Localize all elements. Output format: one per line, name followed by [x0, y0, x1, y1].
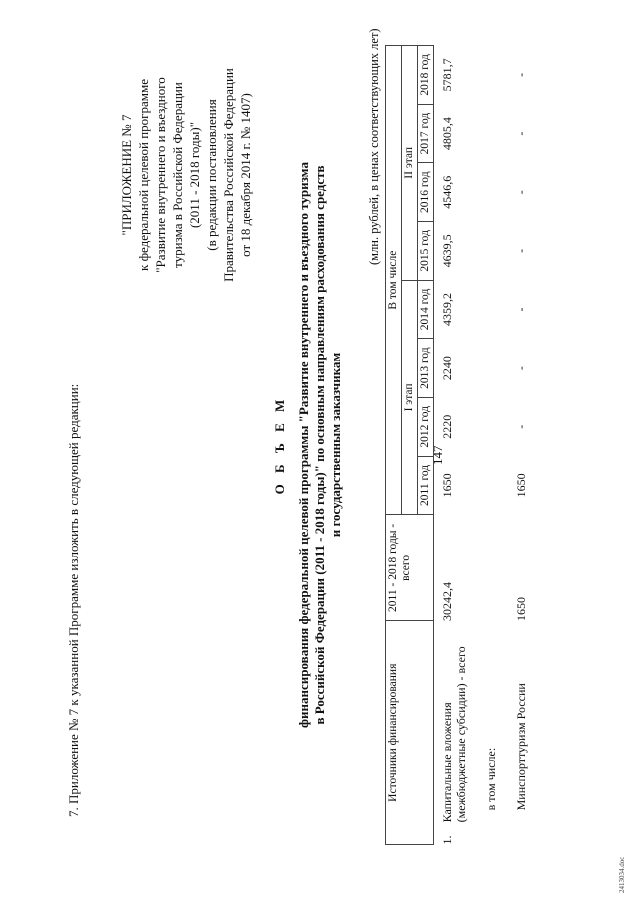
header-year: 2013 год	[418, 339, 434, 398]
appendix-line: "Развитие внутреннего и въездного	[153, 77, 168, 273]
header-total: 2011 - 2018 годы - всего	[386, 515, 434, 621]
row-value	[468, 46, 498, 105]
header-year: 2015 год	[418, 222, 434, 281]
table-row	[498, 46, 529, 845]
row-total: 1650	[514, 596, 528, 621]
row-value: -	[514, 72, 528, 77]
document-title	[272, 65, 344, 825]
header-year: 2018 год	[418, 46, 434, 105]
row-value	[468, 456, 498, 515]
row-value: 1650	[514, 473, 528, 498]
row-total	[468, 515, 498, 621]
row-value: -	[514, 366, 528, 371]
header-year: 2014 год	[418, 280, 434, 339]
header-stage1: I этап	[402, 280, 418, 515]
row-value: 4639,5	[440, 234, 454, 268]
appendix-line: туризма в Российской Федерации	[170, 82, 185, 268]
title-line: финансирования федеральной целевой программы "Развитие внутреннего и въездного туризма	[296, 162, 311, 728]
row-value: -	[514, 190, 528, 195]
appendix-line: (в редакции постановления	[204, 99, 219, 251]
row-value: -	[514, 307, 528, 312]
appendix-line: от 18 декабря 2014 г. № 1407)	[238, 93, 253, 257]
row-value: 4546,6	[440, 175, 454, 209]
row-value: 4359,2	[440, 293, 454, 326]
appendix-line: к федеральной целевой программе	[136, 79, 151, 271]
row-value	[468, 163, 498, 222]
units-note: (млн. рублей, в ценах соответствующих лет)	[367, 28, 381, 265]
intro-text: 7. Приложение № 7 к указанной Программе изложить в следующей редакции:	[66, 383, 81, 817]
header-sources: Источники финансирования	[386, 621, 434, 845]
row-value	[468, 339, 498, 398]
header-year: 2016 год	[418, 163, 434, 222]
title-line: в Российской Федерации (2011 - 2018 годы)" по основным направлениям расходования средств	[312, 165, 327, 725]
header-year: 2011 год	[418, 456, 434, 515]
row-value: -	[514, 248, 528, 253]
row-value: 4805,4	[440, 117, 454, 151]
row-value	[468, 397, 498, 456]
header-year: 2012 год	[418, 397, 434, 456]
row-value: 1650	[440, 473, 454, 498]
row-value: 2220	[440, 414, 454, 439]
row-total: 30242,4	[440, 581, 454, 621]
appendix-header	[118, 25, 254, 325]
header-including: В том числе	[386, 46, 402, 515]
row-number	[498, 822, 529, 844]
row-value	[468, 280, 498, 339]
row-value: 2240	[440, 356, 454, 381]
row-label: Минспорттуризм России	[514, 683, 528, 811]
header-stage2: II этап	[402, 46, 418, 281]
row-label: в том числе:	[484, 747, 498, 811]
row-number	[468, 822, 498, 844]
row-value: -	[514, 131, 528, 136]
appendix-line: "ПРИЛОЖЕНИЕ № 7	[119, 114, 134, 236]
row-number: 1.	[440, 835, 454, 845]
appendix-line: (2011 - 2018 годы)"	[187, 121, 202, 229]
appendix-line: Правительства Российской Федерации	[221, 68, 236, 282]
document-code: 2413034.doc	[618, 856, 626, 893]
page-number: 147	[430, 445, 445, 465]
title-line: и государственным заказчикам	[328, 352, 343, 538]
row-value: 5781,7	[440, 58, 454, 92]
row-label: Капитальные вложения (межбюджетные субсидии) - всего	[440, 646, 468, 823]
row-value	[468, 222, 498, 281]
funding-table	[385, 45, 529, 845]
title-heading: О Б Ъ Е М	[272, 395, 287, 495]
table-row	[468, 46, 498, 845]
table-row	[434, 46, 469, 845]
row-value	[468, 104, 498, 163]
row-value: -	[514, 424, 528, 429]
header-year: 2017 год	[418, 104, 434, 163]
